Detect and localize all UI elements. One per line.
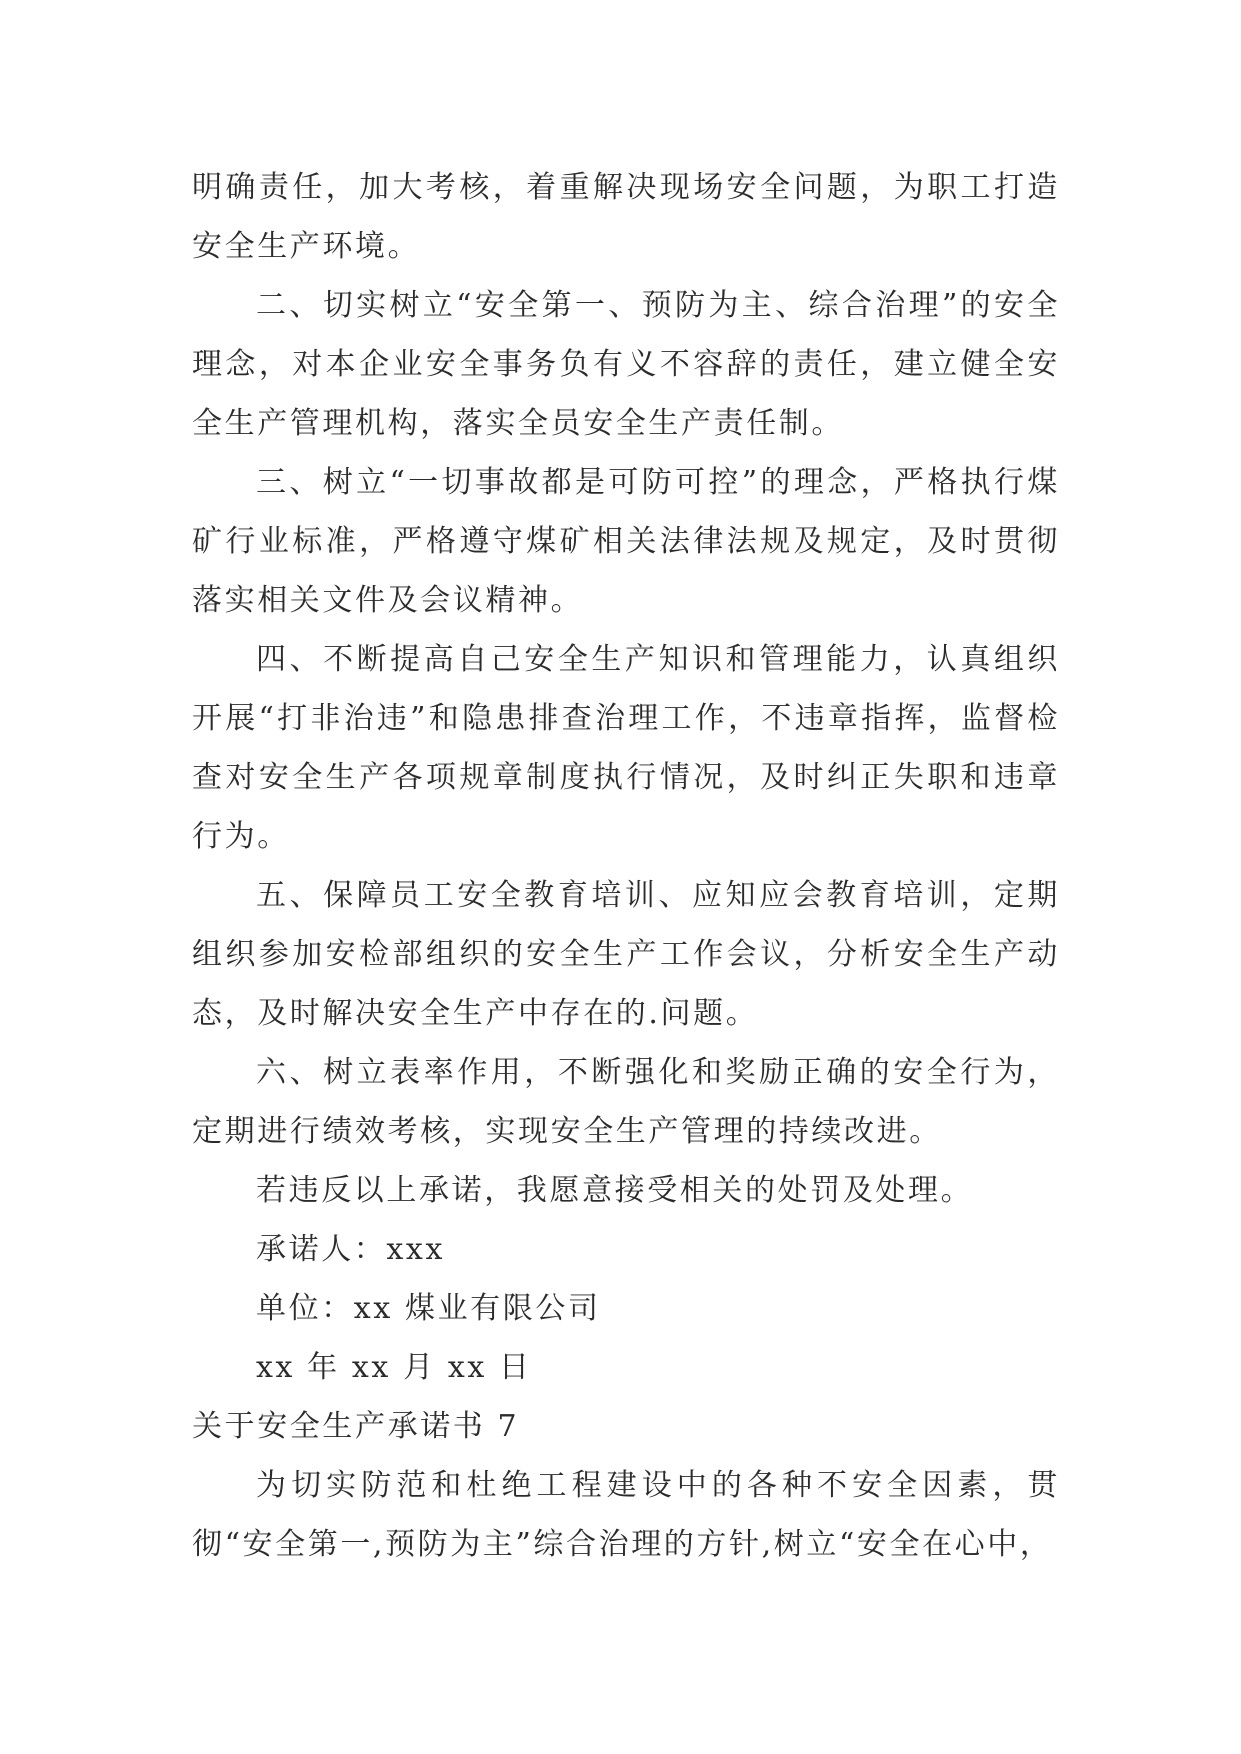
paragraph-5: 五、保障员工安全教育培训、应知应会教育培训，定期组织参加安检部组织的安全生产工作会议，分析安全生产动态，及时解决安全生产中存在的.问题。 <box>192 878 1060 1031</box>
paragraph-6: 六、树立表率作用，不断强化和奖励正确的安全行为，定期进行绩效考核，实现安全生产管理的持续改进。 <box>192 1055 1060 1149</box>
paragraph-4: 四、不断提高自己安全生产知识和管理能力，认真组织开展“打非治违”和隐患排查治理工作，不违章指挥，监督检查对安全生产各项规章制度执行情况，及时纠正失职和违章行为。 <box>192 642 1060 854</box>
next-paragraph: 为切实防范和杜绝工程建设中的各种不安全因素，贯彻“安全第一,预防为主”综合治理的方针,树立“安全在心中， <box>192 1468 1060 1562</box>
document-body <box>192 158 1060 1574</box>
signature-unit: 单位：xx 煤业有限公司 <box>256 1291 601 1326</box>
signature-date: xx 年 xx 月 xx 日 <box>256 1350 532 1385</box>
signature-promisor: 承诺人：xxx <box>256 1232 445 1267</box>
paragraph-1: 明确责任，加大考核，着重解决现场安全问题，为职工打造安全生产环境。 <box>192 170 1060 264</box>
paragraph-2: 二、切实树立“安全第一、预防为主、综合治理”的安全理念，对本企业安全事务负有义不容辞的责任，建立健全安全生产管理机构，落实全员安全生产责任制。 <box>192 288 1060 441</box>
section-heading: 关于安全生产承诺书 7 <box>192 1409 520 1444</box>
paragraph-3: 三、树立“一切事故都是可防可控”的理念，严格执行煤矿行业标准，严格遵守煤矿相关法律法规及规定，及时贯彻落实相关文件及会议精神。 <box>192 465 1060 618</box>
paragraph-7: 若违反以上承诺，我愿意接受相关的处罚及处理。 <box>256 1173 974 1208</box>
